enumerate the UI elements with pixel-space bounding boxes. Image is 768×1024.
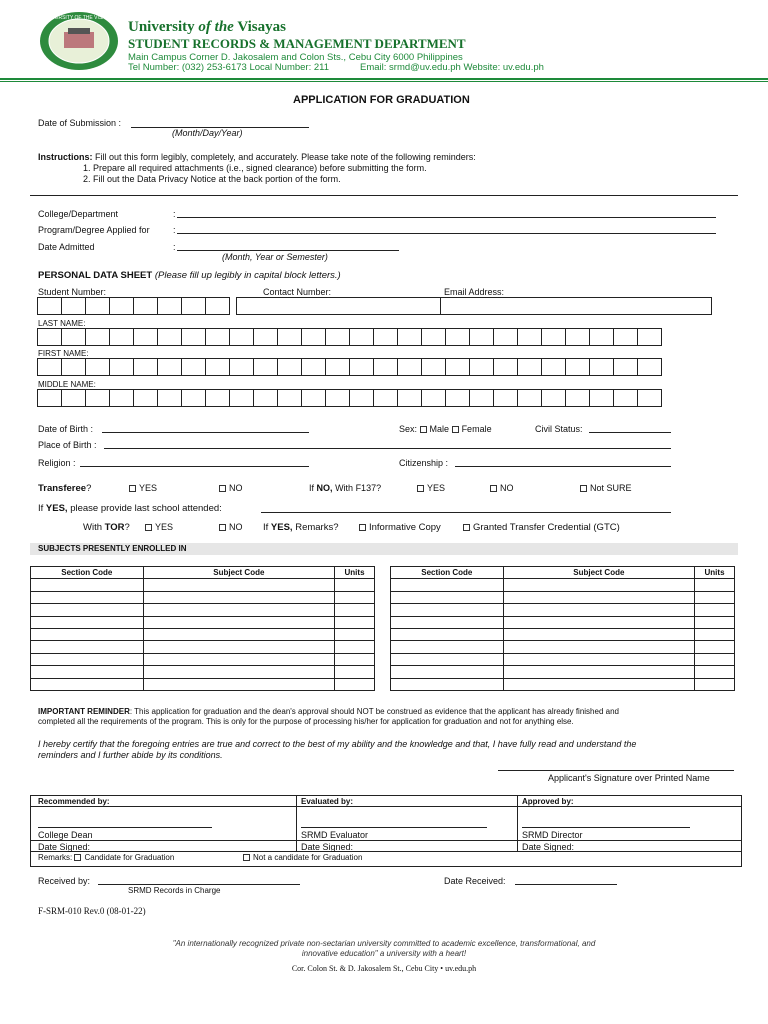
program-label: Program/Degree Applied for	[38, 225, 150, 235]
director-label: SRMD Director	[522, 830, 583, 840]
date-format: (Month/Day/Year)	[172, 128, 243, 138]
colon: :	[173, 242, 176, 252]
if-no-label: If NO, With F137?	[309, 483, 382, 493]
important-reminder-2: completed all the requirements of the program. This is only for the purpose of processing his/her for application for graduation and not for anything else.	[38, 717, 574, 726]
footer-address: Cor. Colon St. & D. Jakosalem St., Cebu City • uv.edu.ph	[291, 964, 477, 973]
letter-box[interactable]	[253, 389, 278, 407]
form-code: F-SRM-010 Rev.0 (08-01-22)	[38, 906, 146, 916]
last-name-boxes[interactable]	[37, 328, 661, 346]
department-name: STUDENT RECORDS & MANAGEMENT DEPARTMENT	[128, 36, 466, 51]
pds-heading: PERSONAL DATA SHEET (Please fill up legibly in capital block letters.)	[38, 270, 341, 281]
student-number-label: Student Number:	[38, 287, 107, 297]
letter-box[interactable]	[253, 328, 278, 346]
approved-by: Approved by:	[522, 797, 574, 806]
letter-box[interactable]	[565, 358, 590, 376]
university-name: University of the Visayas	[128, 19, 286, 35]
letter-box[interactable]	[445, 328, 470, 346]
colon: :	[173, 209, 176, 219]
table-row[interactable]	[31, 678, 375, 690]
date-signed: Date Signed:	[301, 842, 354, 852]
last-name-label: LAST NAME:	[38, 319, 86, 328]
table-row[interactable]	[31, 604, 375, 616]
instruction-2: 2. Fill out the Data Privacy Notice at the back portion of the form.	[83, 174, 341, 184]
letter-box[interactable]	[277, 358, 302, 376]
table-row[interactable]	[391, 666, 735, 678]
letter-box[interactable]	[445, 358, 470, 376]
letter-box[interactable]	[157, 389, 182, 407]
citizenship-line[interactable]	[455, 466, 671, 467]
table-row[interactable]	[31, 616, 375, 628]
table-header: Units	[335, 567, 375, 579]
certification-2: reminders and I further abide by its conditions.	[38, 750, 223, 760]
letter-box[interactable]	[637, 358, 662, 376]
letter-box[interactable]	[229, 358, 254, 376]
transferee-label: Transferee?	[38, 483, 92, 494]
table-row[interactable]	[391, 616, 735, 628]
letter-box[interactable]	[157, 328, 182, 346]
remarks-label: If YES, Remarks?	[263, 522, 339, 533]
letter-box[interactable]	[493, 358, 518, 376]
table-row[interactable]	[391, 604, 735, 616]
letter-box[interactable]	[613, 328, 638, 346]
letter-box[interactable]	[205, 358, 230, 376]
letter-box[interactable]	[541, 358, 566, 376]
letter-box[interactable]	[589, 389, 614, 407]
contact-number-box[interactable]	[236, 297, 441, 315]
university-seal-logo	[38, 10, 120, 72]
dean-label: College Dean	[38, 830, 93, 840]
letter-box[interactable]	[301, 328, 326, 346]
certification: I hereby certify that the foregoing entries are true and correct to the best of my ability and the knowledge and that, I have fully read and understand the	[38, 739, 637, 749]
table-row[interactable]	[31, 579, 375, 591]
colon: :	[173, 225, 176, 235]
letter-box[interactable]	[493, 328, 518, 346]
program-line[interactable]	[177, 233, 716, 234]
subjects-table-left[interactable]	[30, 566, 375, 691]
subjects-heading: SUBJECTS PRESENTLY ENROLLED IN	[38, 544, 187, 553]
civil-status-label: Civil Status:	[535, 424, 583, 434]
letter-box[interactable]	[445, 389, 470, 407]
important-reminder: IMPORTANT REMINDER: This application for graduation and the dean's approval should NOT be construed as evidence that the applicant has already finished and	[38, 707, 619, 716]
motto-2: innovative education" a university with a heart!	[301, 949, 467, 958]
letter-box[interactable]	[253, 358, 278, 376]
approval-divider	[517, 795, 518, 851]
letter-box[interactable]	[181, 389, 206, 407]
recommended-by: Recommended by:	[38, 797, 110, 806]
approval-rule	[30, 840, 742, 841]
college-label: College/Department	[38, 209, 119, 219]
letter-box[interactable]	[37, 328, 62, 346]
letter-box[interactable]	[109, 358, 134, 376]
instructions: Instructions: Fill out this form legibly, completely, and accurately. Please take note of the following reminders:	[38, 152, 476, 162]
records-in-charge: SRMD Records in Charge	[128, 886, 221, 895]
religion-line[interactable]	[80, 466, 309, 467]
letter-box[interactable]	[229, 389, 254, 407]
director-sign-line[interactable]	[522, 827, 690, 828]
logo-text: UNIVERSITY OF THE VISAYAS	[43, 15, 115, 21]
tel: Tel Number: (032) 253-6173 Local Number: 211	[128, 62, 330, 73]
info-copy-option[interactable]: Informative Copy	[359, 522, 441, 533]
table-header: Section Code	[391, 567, 504, 579]
address: Main Campus Corner D. Jakosalem and Colon Sts., Cebu City 6000 Philippines	[128, 52, 463, 63]
letter-box[interactable]	[589, 328, 614, 346]
letter-box[interactable]	[397, 358, 422, 376]
letter-box[interactable]	[469, 358, 494, 376]
letter-box[interactable]	[85, 328, 110, 346]
header-rule-thin	[0, 81, 768, 82]
table-row[interactable]	[31, 591, 375, 603]
college-line[interactable]	[177, 217, 716, 218]
table-row[interactable]	[391, 678, 735, 690]
letter-box[interactable]	[517, 328, 542, 346]
letter-box[interactable]	[421, 358, 446, 376]
religion-label: Religion :	[38, 458, 76, 468]
first-name-label: FIRST NAME:	[38, 349, 89, 358]
admitted-label: Date Admitted	[38, 242, 95, 252]
remarks-row: Remarks: Candidate for Graduation	[38, 853, 175, 862]
middle-name-boxes[interactable]	[37, 389, 661, 407]
f137-no[interactable]: NO	[490, 483, 514, 493]
letter-box[interactable]	[109, 328, 134, 346]
pob-line[interactable]	[104, 448, 671, 449]
letter-box[interactable]	[277, 389, 302, 407]
first-name-boxes[interactable]	[37, 358, 661, 376]
evaluator-sign-line[interactable]	[301, 827, 487, 828]
letter-box[interactable]	[325, 389, 350, 407]
letter-box[interactable]	[181, 358, 206, 376]
admitted-line[interactable]	[177, 250, 399, 251]
header-rule	[0, 78, 768, 80]
letter-box[interactable]	[277, 328, 302, 346]
received-by-line[interactable]	[98, 884, 300, 885]
table-row[interactable]	[391, 591, 735, 603]
gtc-option[interactable]: Granted Transfer Credential (GTC)	[463, 522, 620, 533]
letter-box[interactable]	[181, 328, 206, 346]
tor-no[interactable]: NO	[219, 522, 243, 532]
letter-box[interactable]	[373, 358, 398, 376]
civil-line[interactable]	[589, 432, 671, 433]
letter-box[interactable]	[349, 328, 374, 346]
dob-label: Date of Birth :	[38, 424, 94, 434]
letter-box[interactable]	[517, 358, 542, 376]
transferee-no[interactable]: NO	[219, 483, 243, 493]
table-row[interactable]	[31, 641, 375, 653]
letter-box[interactable]	[205, 389, 230, 407]
tor-yes[interactable]: YES	[145, 522, 173, 532]
if-yes-label: If YES, please provide last school attended:	[38, 503, 222, 514]
with-tor-label: With TOR?	[83, 522, 130, 533]
date-signed: Date Signed:	[38, 842, 91, 852]
approval-rule	[30, 851, 742, 852]
letter-box[interactable]	[205, 328, 230, 346]
letter-box[interactable]	[349, 389, 374, 407]
letter-box[interactable]	[61, 358, 86, 376]
email-label: Email Address:	[444, 287, 505, 297]
dean-sign-line[interactable]	[38, 827, 212, 828]
email-box[interactable]	[440, 297, 712, 315]
f137-notsure[interactable]: Not SURE	[580, 483, 632, 493]
letter-box[interactable]	[325, 328, 350, 346]
table-row[interactable]	[391, 653, 735, 665]
evaluated-by: Evaluated by:	[301, 797, 354, 806]
letter-box[interactable]	[517, 389, 542, 407]
table-row[interactable]	[391, 628, 735, 640]
table-row[interactable]	[31, 653, 375, 665]
letter-box[interactable]	[85, 389, 110, 407]
letter-box[interactable]	[61, 328, 86, 346]
citizenship-label: Citizenship :	[399, 458, 449, 468]
approval-divider	[296, 795, 297, 851]
table-row[interactable]	[391, 641, 735, 653]
letter-box[interactable]	[421, 328, 446, 346]
letter-box[interactable]	[541, 328, 566, 346]
table-header: Subject Code	[143, 567, 334, 579]
date-received-label: Date Received:	[444, 876, 506, 886]
letter-box[interactable]	[637, 389, 662, 407]
letter-box[interactable]	[157, 358, 182, 376]
motto: "An internationally recognized private non-sectarian university committed to academic excellence, transformational, and	[172, 939, 596, 948]
letter-box[interactable]	[349, 358, 374, 376]
table-row[interactable]	[391, 579, 735, 591]
letter-box[interactable]	[301, 358, 326, 376]
letter-box[interactable]	[469, 389, 494, 407]
table-row[interactable]	[31, 666, 375, 678]
received-by-label: Received by:	[38, 876, 91, 886]
letter-box[interactable]	[133, 328, 158, 346]
table-header: Subject Code	[503, 567, 694, 579]
date-signed: Date Signed:	[522, 842, 575, 852]
transferee-yes[interactable]: YES	[129, 483, 157, 493]
letter-box[interactable]	[373, 389, 398, 407]
divider	[30, 195, 738, 196]
letter-box[interactable]	[397, 389, 422, 407]
signature-line[interactable]	[498, 770, 734, 771]
letter-box[interactable]	[133, 389, 158, 407]
admitted-format: (Month, Year or Semester)	[222, 252, 328, 262]
student-number-boxes[interactable]	[37, 297, 229, 315]
letter-box[interactable]	[493, 389, 518, 407]
letter-box[interactable]	[541, 389, 566, 407]
sex-label: Sex: Male Female	[399, 424, 492, 434]
letter-box[interactable]	[133, 358, 158, 376]
form-title: APPLICATION FOR GRADUATION	[293, 94, 470, 106]
letter-box[interactable]	[109, 389, 134, 407]
table-header: Section Code	[31, 567, 144, 579]
evaluator-label: SRMD Evaluator	[301, 830, 369, 840]
date-received-line[interactable]	[515, 884, 617, 885]
table-row[interactable]	[31, 628, 375, 640]
not-candidate-option[interactable]: Not a candidate for Graduation	[243, 853, 362, 862]
letter-box[interactable]	[373, 328, 398, 346]
middle-name-label: MIDDLE NAME:	[38, 380, 96, 389]
date-submission-label: Date of Submission :	[38, 118, 122, 128]
letter-box[interactable]	[37, 358, 62, 376]
letter-box[interactable]	[637, 328, 662, 346]
letter-box[interactable]	[469, 328, 494, 346]
letter-box[interactable]	[85, 358, 110, 376]
last-school-line[interactable]	[261, 512, 671, 513]
pob-label: Place of Birth :	[38, 440, 97, 450]
letter-box[interactable]	[613, 358, 638, 376]
contact-number-label: Contact Number:	[263, 287, 332, 297]
instruction-1: 1. Prepare all required attachments (i.e., signed clearance) before submitting the form.	[83, 163, 427, 173]
approval-rule	[30, 806, 742, 807]
letter-box[interactable]	[397, 328, 422, 346]
letter-box[interactable]	[37, 389, 62, 407]
dob-line[interactable]	[102, 432, 309, 433]
letter-box[interactable]	[421, 389, 446, 407]
signature-caption: Applicant's Signature over Printed Name	[548, 773, 710, 783]
letter-box[interactable]	[565, 389, 590, 407]
letter-box[interactable]	[613, 389, 638, 407]
letter-box[interactable]	[61, 389, 86, 407]
email-website: Email: srmd@uv.edu.ph Website: uv.edu.ph	[360, 62, 544, 73]
letter-box[interactable]	[589, 358, 614, 376]
subjects-table-right[interactable]	[390, 566, 735, 691]
f137-yes[interactable]: YES	[417, 483, 445, 493]
table-header: Units	[695, 567, 735, 579]
letter-box[interactable]	[325, 358, 350, 376]
letter-box[interactable]	[301, 389, 326, 407]
letter-box[interactable]	[565, 328, 590, 346]
letter-box[interactable]	[229, 328, 254, 346]
